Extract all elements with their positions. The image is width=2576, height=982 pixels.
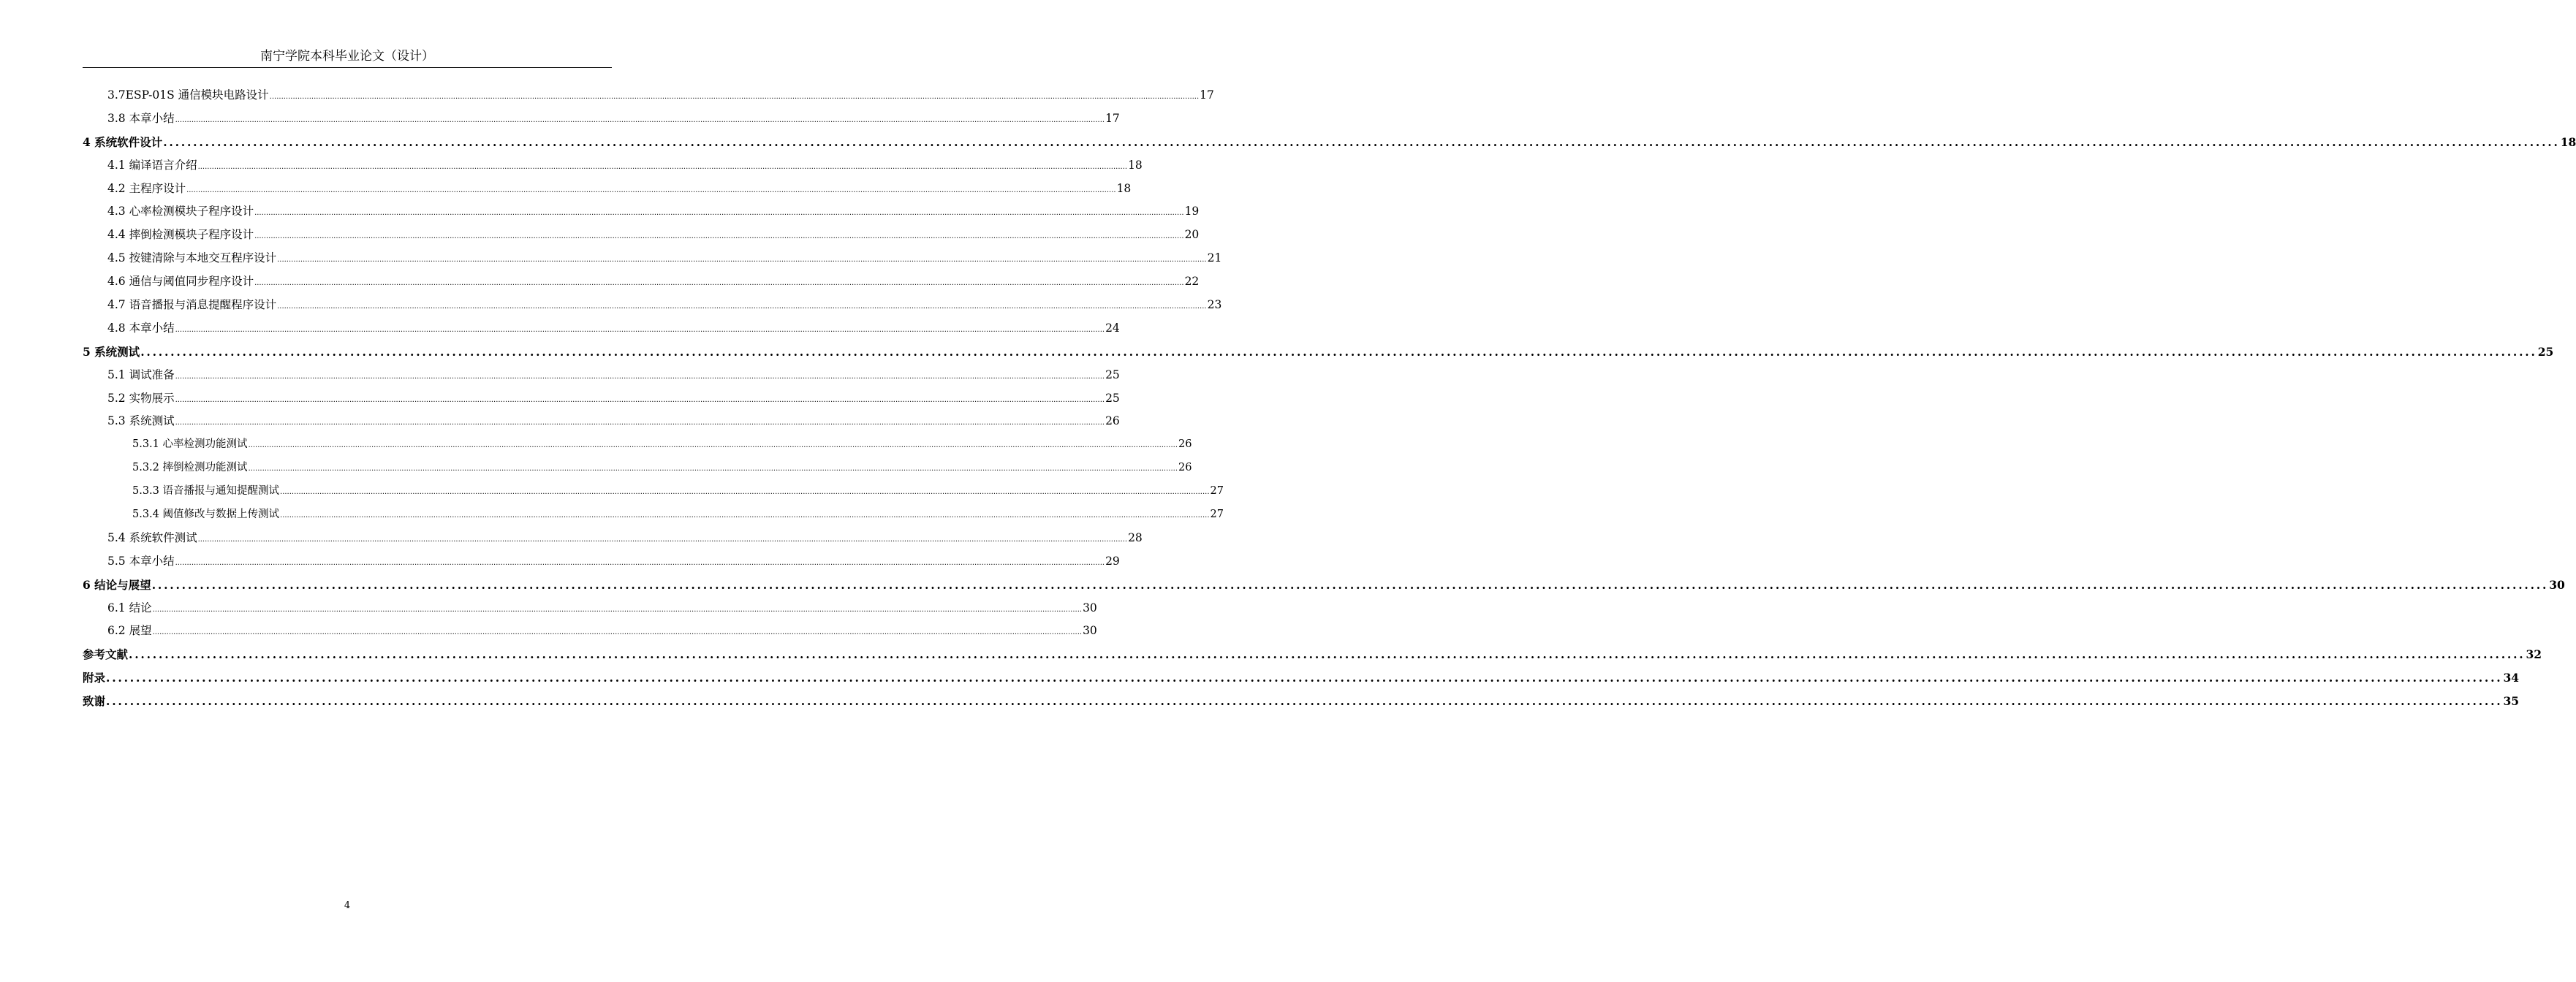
toc-entry-page: 27	[1210, 485, 1224, 498]
toc-entry-title: 4.6 通信与阈值同步程序设计	[107, 275, 254, 289]
header-title: 南宁学院本科毕业论文（设计）	[260, 49, 434, 64]
toc-entry-title: 5.5 本章小结	[107, 554, 175, 568]
toc-dot-leader: ................................................................................................................................................................................................................................................................................................................................................................................................................	[197, 535, 1128, 544]
page-header	[83, 48, 612, 68]
toc-entry[interactable]	[83, 550, 1120, 574]
toc-entry-page: 22	[1184, 275, 1200, 289]
toc-dot-leader: ................................................................................................................................................................................................................................................................................................................................................................................................................	[175, 419, 1105, 427]
toc-entry-page: 28	[1128, 530, 1143, 544]
toc-dot-leader: ................................................................................................................................................................................................................................................................................................................................................................................................................	[106, 671, 2503, 685]
toc-entry-title: 附录	[83, 671, 106, 685]
toc-entry-title: 4.5 按键清除与本地交互程序设计	[107, 251, 277, 265]
toc-entry-page: 32	[2526, 647, 2542, 662]
toc-entry-page: 30	[2549, 577, 2565, 592]
table-of-contents	[83, 84, 2576, 713]
toc-entry-title: 3.7ESP-01S 通信模块电路设计	[107, 88, 269, 102]
toc-entry-page: 25	[1105, 391, 1120, 405]
toc-entry-page: 25	[1105, 368, 1120, 381]
toc-entry[interactable]	[83, 527, 1143, 550]
toc-dot-leader: ................................................................................................................................................................................................................................................................................................................................................................................................................	[254, 232, 1184, 241]
toc-entry-title: 5.3.1 心率检测功能测试	[132, 438, 248, 451]
toc-dot-leader: ................................................................................................................................................................................................................................................................................................................................................................................................................	[163, 134, 2560, 149]
toc-entry[interactable]	[83, 666, 2520, 690]
toc-entry-title: 参考文献	[83, 647, 129, 662]
toc-entry[interactable]	[83, 270, 1200, 294]
toc-entry-page: 29	[1105, 554, 1120, 568]
toc-entry-page: 26	[1178, 462, 1192, 474]
page-number: 4	[344, 900, 351, 911]
toc-entry[interactable]	[83, 643, 2542, 666]
toc-dot-leader: ................................................................................................................................................................................................................................................................................................................................................................................................................	[277, 256, 1207, 264]
toc-entry-title: 4.3 心率检测模块子程序设计	[107, 205, 254, 218]
toc-entry-page: 18	[2560, 134, 2576, 149]
toc-entry-page: 17	[1105, 111, 1120, 125]
toc-dot-leader: ................................................................................................................................................................................................................................................................................................................................................................................................................	[175, 115, 1105, 124]
toc-dot-leader: ................................................................................................................................................................................................................................................................................................................................................................................................................	[175, 558, 1105, 567]
toc-entry-title: 致谢	[83, 694, 106, 709]
toc-entry-title: 6.2 展望	[107, 624, 152, 638]
toc-entry-page: 24	[1105, 321, 1120, 335]
toc-entry-title: 5.2 实物展示	[107, 391, 175, 405]
toc-entry[interactable]	[83, 200, 1200, 224]
toc-entry-title: 4.4 摔倒检测模块子程序设计	[107, 228, 254, 242]
toc-entry[interactable]	[83, 364, 1120, 387]
toc-entry-title: 3.8 本章小结	[107, 111, 175, 125]
toc-entry[interactable]	[83, 387, 1120, 411]
toc-entry[interactable]	[83, 178, 1132, 201]
toc-entry-page: 19	[1184, 205, 1200, 218]
toc-entry-title: 5 系统测试	[83, 344, 140, 359]
toc-dot-leader: ................................................................................................................................................................................................................................................................................................................................................................................................................	[197, 162, 1128, 171]
toc-entry-title: 4.7 语音播报与消息提醒程序设计	[107, 298, 277, 312]
toc-dot-leader: ................................................................................................................................................................................................................................................................................................................................................................................................................	[152, 628, 1083, 637]
toc-entry-title: 6 结论与展望	[83, 577, 151, 592]
toc-entry[interactable]	[83, 154, 1143, 178]
toc-entry[interactable]	[83, 247, 1222, 270]
toc-entry-page: 30	[1083, 624, 1097, 638]
toc-dot-leader: ................................................................................................................................................................................................................................................................................................................................................................................................................	[129, 647, 2526, 662]
toc-entry-page: 34	[2503, 671, 2520, 685]
toc-entry-page: 20	[1184, 228, 1200, 242]
toc-entry[interactable]	[83, 131, 2576, 154]
toc-entry-page: 25	[2537, 344, 2554, 359]
toc-entry[interactable]	[83, 433, 1192, 457]
toc-entry[interactable]	[83, 620, 1097, 643]
toc-entry-title: 5.3.3 语音播报与通知提醒测试	[132, 485, 280, 498]
toc-entry[interactable]	[83, 457, 1192, 480]
toc-entry-page: 27	[1210, 509, 1224, 521]
toc-entry-title: 5.4 系统软件测试	[107, 530, 197, 544]
toc-entry[interactable]	[83, 480, 1224, 503]
toc-dot-leader: ................................................................................................................................................................................................................................................................................................................................................................................................................	[151, 577, 2549, 592]
toc-dot-leader: ................................................................................................................................................................................................................................................................................................................................................................................................................	[175, 372, 1105, 381]
toc-dot-leader: ................................................................................................................................................................................................................................................................................................................................................................................................................	[254, 209, 1184, 218]
toc-entry-page: 30	[1083, 601, 1097, 614]
toc-entry[interactable]	[83, 317, 1120, 340]
toc-entry[interactable]	[83, 224, 1200, 247]
toc-entry-page: 26	[1178, 438, 1192, 451]
toc-entry-title: 4 系统软件设计	[83, 134, 163, 149]
toc-entry-title: 4.1 编译语言介绍	[107, 158, 197, 172]
toc-entry-page: 18	[1116, 181, 1132, 195]
toc-dot-leader: ................................................................................................................................................................................................................................................................................................................................................................................................................	[248, 441, 1178, 450]
toc-entry[interactable]	[83, 690, 2520, 713]
toc-entry[interactable]	[83, 410, 1120, 433]
toc-entry-title: 4.2 主程序设计	[107, 181, 186, 195]
toc-entry-page: 21	[1207, 251, 1222, 265]
toc-dot-leader: ................................................................................................................................................................................................................................................................................................................................................................................................................	[280, 488, 1210, 497]
toc-entry-page: 23	[1207, 298, 1222, 312]
toc-dot-leader: ................................................................................................................................................................................................................................................................................................................................................................................................................	[269, 93, 1200, 101]
toc-dot-leader: ................................................................................................................................................................................................................................................................................................................................................................................................................	[106, 694, 2503, 709]
page-footer	[0, 900, 694, 911]
toc-dot-leader: ................................................................................................................................................................................................................................................................................................................................................................................................................	[254, 279, 1184, 288]
toc-dot-leader: ................................................................................................................................................................................................................................................................................................................................................................................................................	[152, 605, 1083, 614]
toc-entry-title: 6.1 结论	[107, 601, 152, 614]
toc-dot-leader: ................................................................................................................................................................................................................................................................................................................................................................................................................	[186, 186, 1116, 194]
toc-entry[interactable]	[83, 597, 1097, 620]
toc-dot-leader: ................................................................................................................................................................................................................................................................................................................................................................................................................	[248, 465, 1178, 473]
toc-dot-leader: ................................................................................................................................................................................................................................................................................................................................................................................................................	[175, 395, 1105, 404]
toc-entry[interactable]	[83, 294, 1222, 317]
toc-entry-page: 18	[1128, 158, 1143, 172]
toc-entry-title: 5.3.4 阈值修改与数据上传测试	[132, 509, 280, 521]
toc-entry-title: 5.1 调试准备	[107, 368, 175, 381]
toc-dot-leader: ................................................................................................................................................................................................................................................................................................................................................................................................................	[175, 325, 1105, 334]
toc-entry-page: 17	[1200, 88, 1214, 102]
toc-entry-title: 4.8 本章小结	[107, 321, 175, 335]
toc-dot-leader: ................................................................................................................................................................................................................................................................................................................................................................................................................	[277, 302, 1207, 311]
toc-entry[interactable]	[83, 107, 1120, 131]
toc-entry-title: 5.3.2 摔倒检测功能测试	[132, 462, 248, 474]
toc-dot-leader: ................................................................................................................................................................................................................................................................................................................................................................................................................	[280, 511, 1210, 520]
toc-entry-page: 35	[2503, 694, 2520, 709]
toc-entry-title: 5.3 系统测试	[107, 414, 175, 428]
toc-entry-page: 26	[1105, 414, 1120, 428]
toc-dot-leader: ................................................................................................................................................................................................................................................................................................................................................................................................................	[140, 344, 2537, 359]
toc-entry[interactable]	[83, 574, 2565, 597]
toc-entry[interactable]	[83, 340, 2554, 364]
toc-entry[interactable]	[83, 503, 1224, 527]
toc-entry[interactable]	[83, 84, 1214, 107]
